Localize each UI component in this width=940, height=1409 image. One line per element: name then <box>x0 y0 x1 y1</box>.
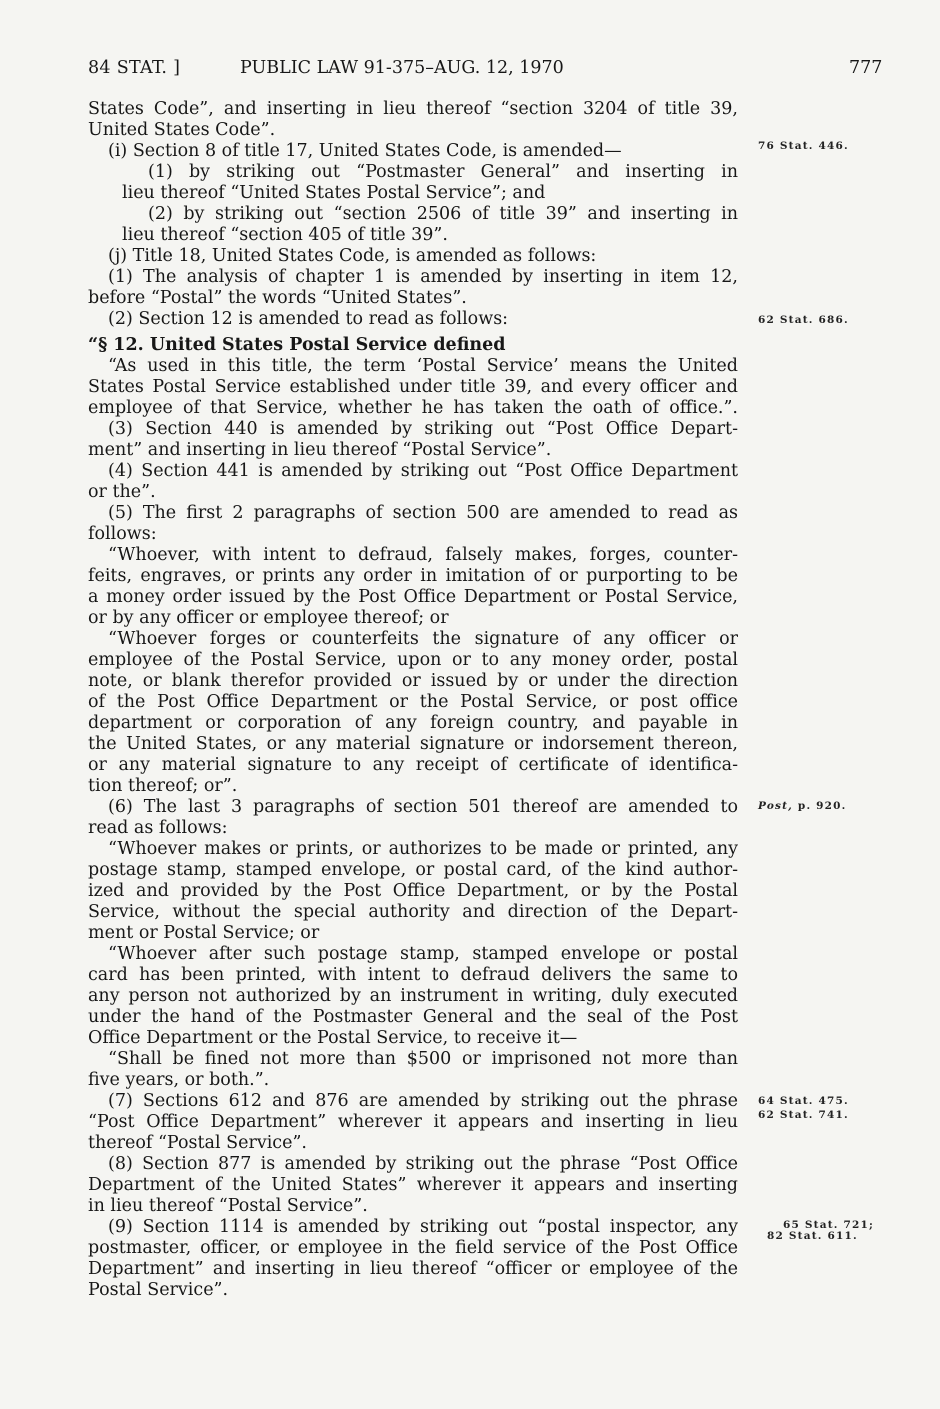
text-line: ized and provided by the Post Office Department, or by the Postal <box>88 881 738 901</box>
text-line: “Whoever, with intent to defraud, falsely makes, forges, counter- <box>108 545 738 565</box>
text-line: ment” and inserting in lieu thereof “Postal Service”. <box>88 440 552 460</box>
text-line: United States Code”. <box>88 120 276 140</box>
text-line: States Postal Service established under title 39, and every officer and <box>88 377 738 397</box>
margin-note <box>758 799 847 813</box>
text-line: Office Department or the Postal Service, to receive it— <box>88 1028 578 1048</box>
text-line <box>88 1217 875 1242</box>
text-line: employee of that Service, whether he has taken the oath of office.”. <box>88 398 738 418</box>
volume-label: 84 STAT. ] <box>88 58 181 78</box>
text-line: lieu thereof “section 405 of title 39”. <box>122 225 448 245</box>
text-line <box>88 309 849 330</box>
text-line: (3) Section 440 is amended by striking out “Post Office Depart- <box>108 419 738 439</box>
margin-note: 76 Stat. 446. <box>758 140 849 152</box>
margin-note-page: p. 920. <box>793 800 847 812</box>
text-line: or the”. <box>88 482 156 502</box>
line-text: (9) Section 1114 is amended by striking out “postal inspector, any <box>108 1217 738 1237</box>
text-line: any person not authorized by an instrument in writing, duly executed <box>88 986 738 1006</box>
margin-note-italic: Post, <box>758 800 794 812</box>
text-line: Postal Service”. <box>88 1280 229 1300</box>
text-line: a money order issued by the Post Office Department or Postal Service, <box>88 587 738 607</box>
text-line: “Whoever after such postage stamp, stamped envelope or postal <box>108 944 738 964</box>
text-line: the United States, or any material signature or indorsement thereon, <box>88 734 738 754</box>
text-line: “Shall be fined not more than $500 or imprisoned not more than <box>108 1049 738 1069</box>
page-body <box>88 99 875 1301</box>
text-line: before “Postal” the words “United States”. <box>88 288 467 308</box>
text-line: follows: <box>88 524 157 544</box>
text-line: of the Post Office Department or the Postal Service, or post office <box>88 692 738 712</box>
text-line: (1) by striking out “Postmaster General” and inserting in <box>148 162 738 182</box>
text-line: “As used in this title, the term ‘Postal Service’ means the United <box>108 356 738 376</box>
text-line: or by any officer or employee thereof; or <box>88 608 449 628</box>
text-line: (j) Title 18, United States Code, is amended as follows: <box>108 246 597 266</box>
text-line: (8) Section 877 is amended by striking out the phrase “Post Office <box>108 1154 738 1174</box>
text-line: five years, or both.”. <box>88 1070 270 1090</box>
text-line: (1) The analysis of chapter 1 is amended by inserting in item 12, <box>108 267 738 287</box>
line-text: (7) Sections 612 and 876 are amended by striking out the phrase <box>108 1091 738 1111</box>
text-line: department or corporation of any foreign country, and payable in <box>88 713 738 733</box>
text-line: feits, engraves, or prints any order in imitation of or purporting to be <box>88 566 738 586</box>
text-line: postage stamp, stamped envelope, or postal card, of the kind author- <box>88 860 738 880</box>
text-line: tion thereof; or”. <box>88 776 238 796</box>
line-text: (i) Section 8 of title 17, United States Code, is amended— <box>108 141 622 161</box>
text-line: in lieu thereof “Postal Service”. <box>88 1196 368 1216</box>
text-line: (5) The first 2 paragraphs of section 500 are amended to read as <box>108 503 738 523</box>
text-line: (4) Section 441 is amended by striking out “Post Office Department <box>108 461 738 481</box>
margin-note <box>758 1094 849 1122</box>
text-line <box>88 140 849 162</box>
margin-note-line: 62 Stat. 741. <box>758 1109 849 1121</box>
margin-note: 82 Stat. 611. <box>767 1230 858 1242</box>
text-line: (2) by striking out “section 2506 of title 39” and inserting in <box>148 204 738 224</box>
text-line: Department of the United States” wherever it appears and inserting <box>88 1175 738 1195</box>
margin-note-line: 64 Stat. 475. <box>758 1095 849 1107</box>
text-line: read as follows: <box>88 818 228 838</box>
line-text: (2) Section 12 is amended to read as follows: <box>108 309 509 329</box>
line-text: (6) The last 3 paragraphs of section 501 thereof are amended to <box>108 797 738 817</box>
margin-note: 62 Stat. 686. <box>758 314 849 326</box>
text-line: or any material signature to any receipt of certificate of identifica- <box>88 755 738 775</box>
text-line: Department” and inserting in lieu thereof “officer or employee of the <box>88 1259 738 1279</box>
text-line <box>88 1091 849 1121</box>
text-line: “Whoever makes or prints, or authorizes to be made or printed, any <box>108 839 738 859</box>
text-line <box>88 797 847 818</box>
text-line: Service, without the special authority and direction of the Depart- <box>88 902 738 922</box>
text-line: note, or blank therefor provided or issued by or under the direction <box>88 671 738 691</box>
text-line: ment or Postal Service; or <box>88 923 320 943</box>
text-line: lieu thereof “United States Postal Service”; and <box>122 183 546 203</box>
section-heading: “§ 12. United States Postal Service defined <box>88 335 506 355</box>
text-line: “Whoever forges or counterfeits the signature of any officer or <box>108 629 738 649</box>
text-line: card has been printed, with intent to defraud delivers the same to <box>88 965 738 985</box>
text-line: thereof “Postal Service”. <box>88 1133 307 1153</box>
page-number: 777 <box>849 58 883 78</box>
text-line: postmaster, officer, or employee in the field service of the Post Office <box>88 1238 738 1258</box>
text-line: States Code”, and inserting in lieu thereof “section 3204 of title 39, <box>88 99 738 119</box>
page-header-title: PUBLIC LAW 91-375–AUG. 12, 1970 <box>240 58 564 78</box>
text-line: under the hand of the Postmaster General and the seal of the Post <box>88 1007 738 1027</box>
text-line: “Post Office Department” wherever it appears and inserting in lieu <box>88 1112 738 1132</box>
text-line: employee of the Postal Service, upon or to any money order, postal <box>88 650 738 670</box>
margin-note: 65 Stat. 721; <box>783 1219 875 1231</box>
